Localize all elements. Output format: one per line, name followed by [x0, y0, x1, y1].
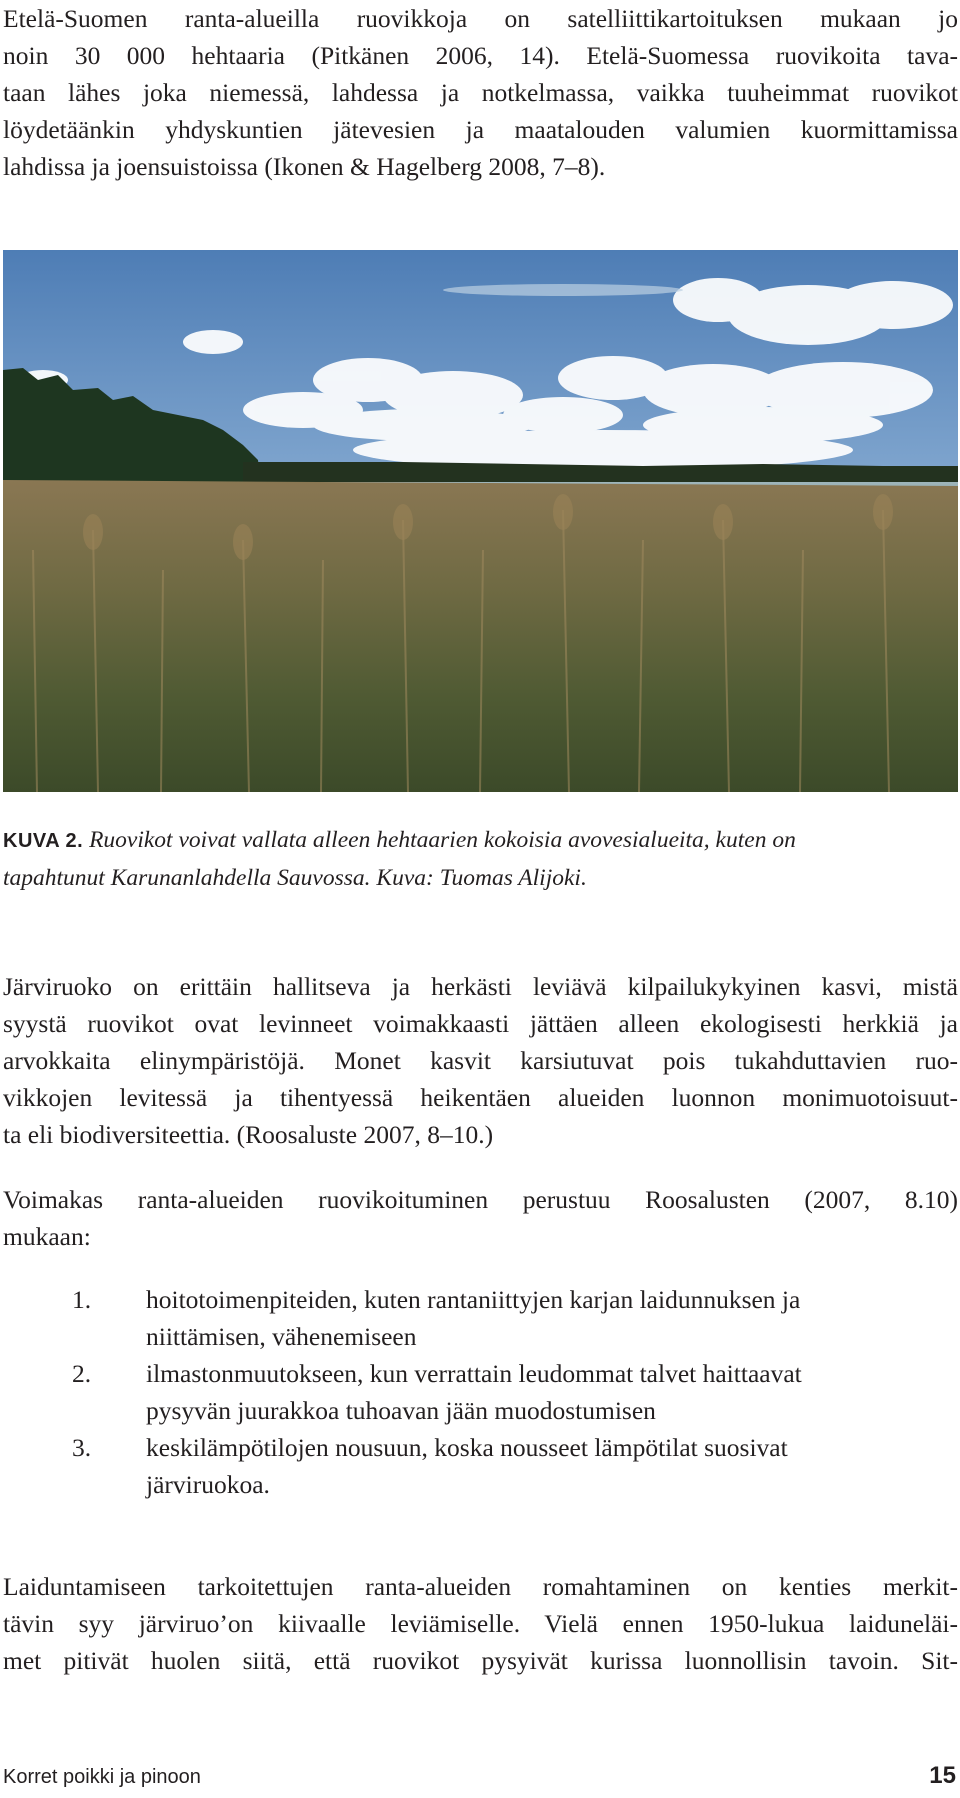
text-line: met pitivät huolen siitä, että ruovikot pysyivät kurissa luonnollisin tavoin. Sit- — [3, 1646, 958, 1675]
reed-landscape-photo — [3, 250, 958, 792]
caption-text: Ruovikot voivat vallata alleen hehtaarien kokoisia avovesialueita, kuten on — [89, 827, 796, 853]
body-paragraph — [3, 968, 958, 1153]
text-line: vikkojen levitessä ja tihentyessä heikentäen alueiden luonnon monimuotoisuut- — [3, 1083, 958, 1112]
numbered-list — [0, 1281, 960, 1503]
text-line: syystä ruovikot ovat levinneet voimakkaasti jättäen alleen ekologisesti herkkiä ja — [3, 1009, 958, 1038]
list-item-text: hoitotoimenpiteiden, kuten rantaniittyjen karjan laidunnuksen ja — [146, 1285, 801, 1314]
text-line: Järviruoko on erittäin hallitseva ja herkästi leviävä kilpailukykyinen kasvi, mistä — [3, 972, 958, 1001]
intro-paragraph — [3, 0, 958, 185]
text-line: Laiduntamiseen tarkoitettujen ranta-alueiden romahtaminen on kenties merkit- — [3, 1572, 958, 1601]
body-paragraph — [3, 1181, 958, 1255]
text-line: noin 30 000 hehtaaria (Pitkänen 2006, 14). Etelä-Suomessa ruovikoita tava- — [3, 41, 958, 70]
list-item — [0, 1429, 946, 1503]
body-paragraph — [3, 1568, 958, 1679]
text-line: löydetäänkin yhdyskuntien jätevesien ja maatalouden valumien kuormittamissa — [3, 115, 958, 144]
text-line: Etelä-Suomen ranta-alueilla ruovikkoja on satelliittikartoituksen mukaan jo — [3, 4, 958, 33]
list-number: 2. — [72, 1359, 92, 1388]
list-item — [0, 1281, 946, 1355]
text-line: mukaan: — [3, 1222, 91, 1251]
text-line: taan lähes joka niemessä, lahdessa ja notkelmassa, vaikka tuuheimmat ruovikot — [3, 78, 958, 107]
text-line: arvokkaita elinympäristöjä. Monet kasvit karsiutuvat pois tukahduttavien ruo- — [3, 1046, 958, 1075]
caption-label: KUVA 2. — [3, 830, 84, 852]
page-number: 15 — [929, 1762, 956, 1789]
list-item-text: pysyvän juurakkoa tuhoavan jään muodostumisen — [146, 1396, 656, 1425]
footer-publication-title: Korret poikki ja pinoon — [3, 1766, 201, 1788]
figure-caption — [3, 822, 958, 897]
caption-text: tapahtunut Karunanlahdella Sauvossa. Kuva: Tuomas Alijoki. — [3, 865, 587, 891]
list-item-text: niittämisen, vähenemiseen — [146, 1322, 417, 1351]
text-line: Voimakas ranta-alueiden ruovikoituminen perustuu Roosalusten (2007, 8.10) — [3, 1185, 958, 1214]
list-item-text: keskilämpötilojen nousuun, koska nousseet lämpötilat suosivat — [146, 1433, 788, 1462]
list-number: 3. — [72, 1433, 92, 1462]
list-number: 1. — [72, 1285, 92, 1314]
text-line: ta eli biodiversiteettia. (Roosaluste 2007, 8–10.) — [3, 1120, 494, 1149]
list-item-text: järviruokoa. — [146, 1470, 270, 1499]
text-line: tävin syy järviruo’on kiivaalle leviämiselle. Vielä ennen 1950-lukua laiduneläi- — [3, 1609, 958, 1638]
list-item-text: ilmastonmuutokseen, kun verrattain leudommat talvet haittaavat — [146, 1359, 802, 1388]
list-item — [0, 1355, 946, 1429]
text-line: lahdissa ja joensuistoissa (Ikonen & Hagelberg 2008, 7–8). — [3, 152, 606, 181]
